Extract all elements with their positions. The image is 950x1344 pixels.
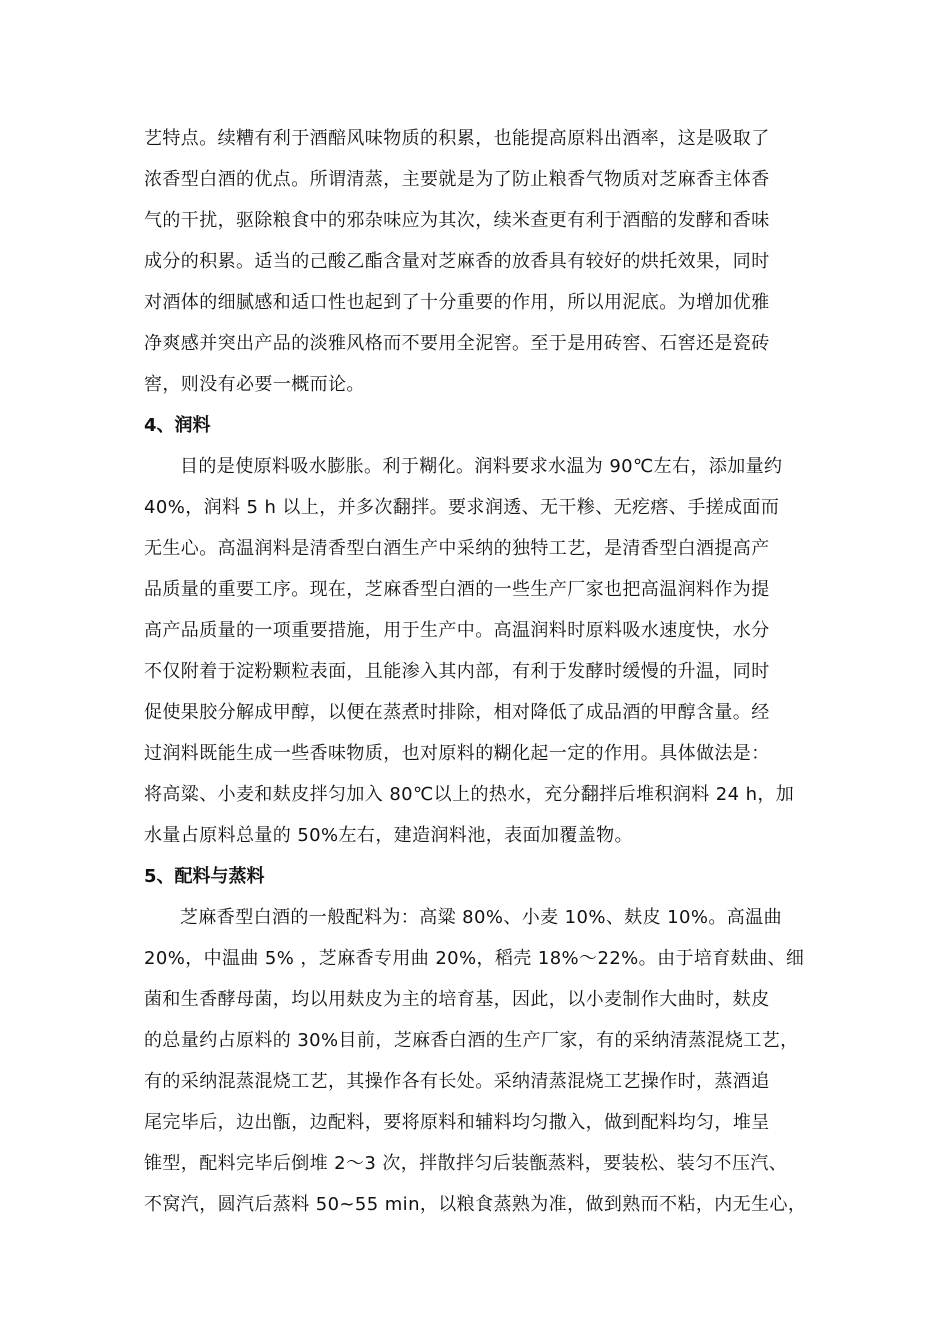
text-line: 无生心。高温润料是清香型白酒生产中采纳的独特工艺，是清香型白酒提高产: [144, 538, 770, 559]
paragraph-run-liao: [144, 446, 830, 856]
text-line: 高产品质量的一项重要措施，用于生产中。高温润料时原料吸水速度快，水分: [144, 620, 770, 641]
text-line: 有的采纳混蒸混烧工艺，其操作各有长处。采纳清蒸混烧工艺操作时，蒸酒追: [144, 1071, 770, 1092]
section-heading-4: 4、润料: [144, 415, 211, 436]
document-body: [144, 118, 830, 1225]
text-line: 窖，则没有必要一概而论。: [144, 374, 365, 395]
section-heading-5: 5、配料与蒸料: [144, 866, 265, 887]
text-line: 不窝汽，圆汽后蒸料 50~55 min，以粮食蒸熟为准，做到熟而不粘，内无生心，: [144, 1194, 807, 1215]
text-line: 20%，中温曲 5% ，芝麻香专用曲 20%，稻壳 18%～22%。由于培育麸曲、细: [144, 948, 805, 969]
paragraph-peiliao: [144, 897, 830, 1225]
text-line: 不仅附着于淀粉颗粒表面，且能渗入其内部，有利于发酵时缓慢的升温，同时: [144, 661, 770, 682]
text-line: 将高粱、小麦和麸皮拌匀加入 80℃以上的热水，充分翻拌后堆积润料 24 h，加: [144, 784, 795, 805]
text-line: 艺特点。续糟有利于酒醅风味物质的积累，也能提高原料出酒率，这是吸取了: [144, 128, 770, 149]
text-line: 气的干扰，驱除粮食中的邪杂味应为其次，续米查更有利于酒醅的发酵和香味: [144, 210, 770, 231]
text-line: 过润料既能生成一些香味物质，也对原料的糊化起一定的作用。具体做法是：: [144, 743, 770, 764]
text-line: 成分的积累。适当的己酸乙酯含量对芝麻香的放香具有较好的烘托效果，同时: [144, 251, 770, 272]
text-line: 对酒体的细腻感和适口性也起到了十分重要的作用，所以用泥底。为增加优雅: [144, 292, 770, 313]
text-line: 尾完毕后，边出甑，边配料，要将原料和辅料均匀撒入，做到配料均匀，堆呈: [144, 1112, 770, 1133]
text-line: 品质量的重要工序。现在，芝麻香型白酒的一些生产厂家也把高温润料作为提: [144, 579, 770, 600]
text-line: 芝麻香型白酒的一般配料为：高粱 80%、小麦 10%、麸皮 10%。高温曲: [180, 907, 782, 928]
text-line: 40%，润料 5 h 以上，并多次翻拌。要求润透、无干糁、无疙瘩、手搓成面而: [144, 497, 780, 518]
text-line: 净爽感并突出产品的淡雅风格而不要用全泥窖。至于是用砖窖、石窖还是瓷砖: [144, 333, 770, 354]
text-line: 水量占原料总量的 50%左右，建造润料池，表面加覆盖物。: [144, 825, 633, 846]
text-line: 锥型，配料完毕后倒堆 2～3 次，拌散拌匀后装甑蒸料，要装松、装匀不压汽、: [144, 1153, 788, 1174]
paragraph-continuation: [144, 118, 830, 405]
text-line: 的总量约占原料的 30%目前，芝麻香白酒的生产厂家，有的采纳清蒸混烧工艺，: [144, 1030, 799, 1051]
text-line: 目的是使原料吸水膨胀。利于糊化。润料要求水温为 90℃左右，添加量约: [180, 456, 783, 477]
text-line: 促使果胶分解成甲醇，以便在蒸煮时排除，相对降低了成品酒的甲醇含量。经: [144, 702, 770, 723]
text-line: 菌和生香酵母菌，均以用麸皮为主的培育基，因此，以小麦制作大曲时，麸皮: [144, 989, 770, 1010]
text-line: 浓香型白酒的优点。所谓清蒸，主要就是为了防止粮香气物质对芝麻香主体香: [144, 169, 770, 190]
